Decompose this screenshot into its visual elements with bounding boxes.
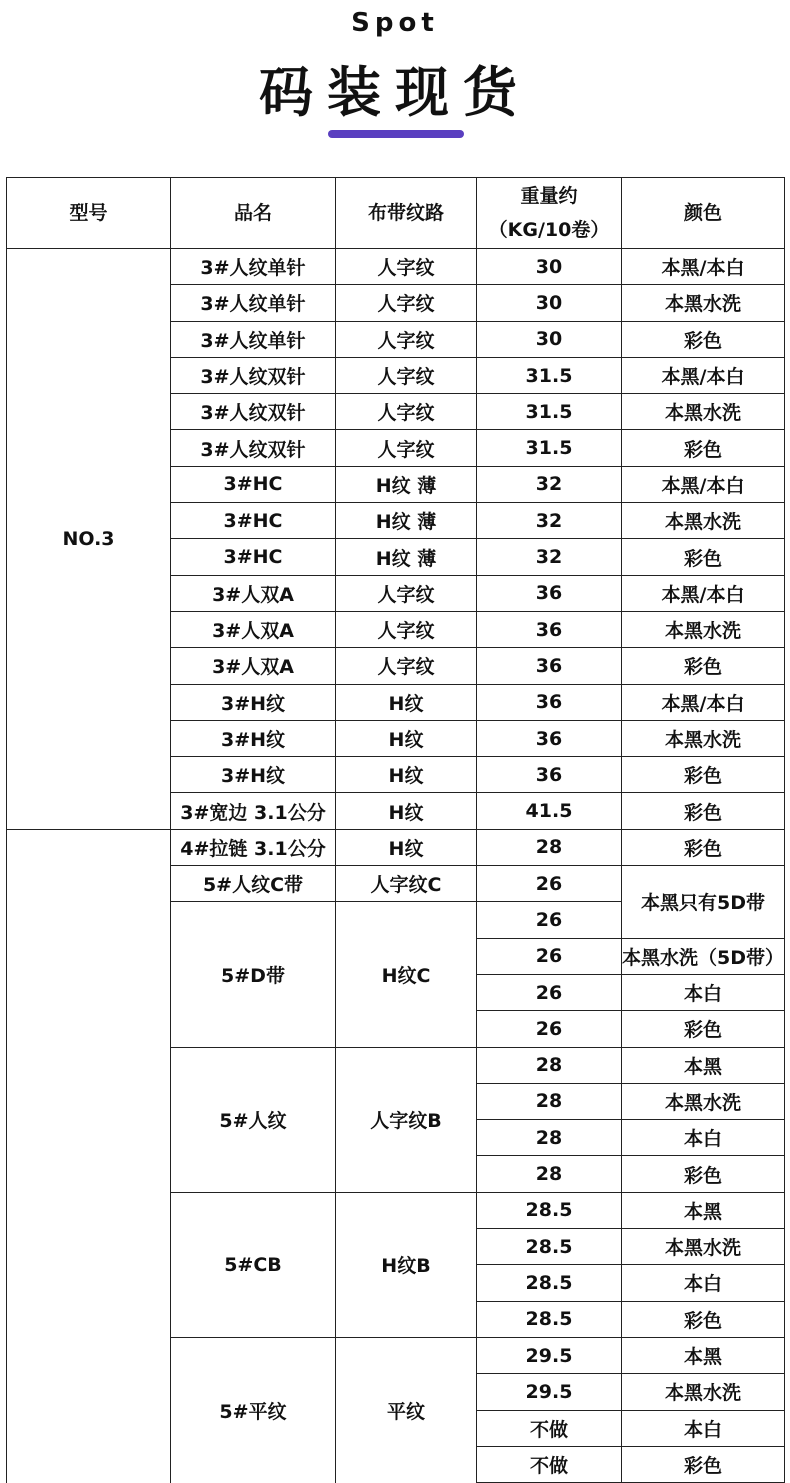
color-cell: 本白	[622, 1410, 785, 1446]
header-model: 型号	[7, 178, 171, 249]
color-cell: 本白	[622, 1265, 785, 1301]
color-cell: 本黑/本白	[622, 249, 785, 285]
pattern-cell: H纹	[336, 829, 477, 865]
color-cell: 彩色	[622, 1446, 785, 1482]
color-cell: 彩色	[622, 539, 785, 575]
pattern-cell: 人字纹	[336, 285, 477, 321]
color-cell: 本黑水洗	[622, 1229, 785, 1265]
color-cell: 彩色	[622, 648, 785, 684]
weight-cell: 36	[477, 611, 622, 647]
weight-cell: 不做	[477, 1410, 622, 1446]
weight-cell: 26	[477, 1011, 622, 1047]
weight-cell: 26	[477, 974, 622, 1010]
pattern-cell: 人字纹	[336, 394, 477, 430]
weight-cell: 29.5	[477, 1374, 622, 1410]
pattern-cell: H纹C	[336, 902, 477, 1047]
product-name-cell: 5#人纹C带	[171, 866, 336, 902]
weight-cell: 28	[477, 829, 622, 865]
weight-cell: 32	[477, 539, 622, 575]
color-cell: 本白	[622, 974, 785, 1010]
weight-cell: 26	[477, 902, 622, 938]
weight-cell: 28.5	[477, 1192, 622, 1228]
weight-cell: 28	[477, 1120, 622, 1156]
color-cell: 本黑/本白	[622, 357, 785, 393]
pattern-cell: H纹 薄	[336, 503, 477, 539]
color-cell: 本白	[622, 1120, 785, 1156]
header-weight	[477, 178, 622, 249]
color-cell: 彩色	[622, 1301, 785, 1337]
product-name-cell: 3#人纹双针	[171, 430, 336, 466]
color-cell: 彩色	[622, 793, 785, 829]
model-cell	[7, 829, 171, 1482]
color-cell: 本黑水洗	[622, 285, 785, 321]
header-name: 品名	[171, 178, 336, 249]
color-cell: 彩色	[622, 757, 785, 793]
weight-cell: 29.5	[477, 1337, 622, 1373]
product-name-cell: 3#人纹双针	[171, 357, 336, 393]
product-name-cell: 5#平纹	[171, 1337, 336, 1482]
weight-cell: 36	[477, 720, 622, 756]
pattern-cell: 人字纹	[336, 249, 477, 285]
color-cell: 本黑水洗	[622, 720, 785, 756]
product-name-cell: 5#人纹	[171, 1047, 336, 1192]
weight-cell: 30	[477, 285, 622, 321]
product-name-cell: 5#D带	[171, 902, 336, 1047]
model-cell: NO.3	[7, 249, 171, 830]
product-name-cell: 3#人双A	[171, 648, 336, 684]
pattern-cell: 人字纹	[336, 357, 477, 393]
color-cell: 本黑水洗	[622, 1083, 785, 1119]
product-name-cell: 3#H纹	[171, 720, 336, 756]
product-name-cell: 5#CB	[171, 1192, 336, 1337]
weight-cell: 30	[477, 321, 622, 357]
weight-cell: 28.5	[477, 1265, 622, 1301]
table-row	[7, 249, 785, 285]
color-cell: 彩色	[622, 829, 785, 865]
color-cell: 彩色	[622, 430, 785, 466]
weight-cell: 28.5	[477, 1301, 622, 1337]
pattern-cell: 人字纹C	[336, 866, 477, 902]
color-cell: 本黑/本白	[622, 466, 785, 502]
spec-table	[6, 177, 785, 1483]
page-title: 码装现货	[259, 61, 531, 124]
header-color: 颜色	[622, 178, 785, 249]
color-cell: 本黑只有5D带	[622, 866, 785, 939]
color-cell: 本黑水洗	[622, 611, 785, 647]
pattern-cell: 人字纹	[336, 321, 477, 357]
pattern-cell: 人字纹	[336, 430, 477, 466]
weight-cell: 26	[477, 938, 622, 974]
table-row	[7, 829, 785, 865]
pattern-cell: 平纹	[336, 1337, 477, 1482]
product-name-cell: 3#人双A	[171, 575, 336, 611]
product-name-cell: 3#人双A	[171, 611, 336, 647]
product-name-cell: 3#HC	[171, 539, 336, 575]
product-name-cell: 3#H纹	[171, 684, 336, 720]
color-cell: 彩色	[622, 1156, 785, 1192]
section-eyebrow: Spot	[351, 8, 439, 38]
weight-cell: 28.5	[477, 1229, 622, 1265]
weight-cell: 36	[477, 575, 622, 611]
color-cell: 本黑/本白	[622, 684, 785, 720]
weight-cell: 28	[477, 1047, 622, 1083]
weight-cell: 36	[477, 648, 622, 684]
color-cell: 本黑水洗	[622, 503, 785, 539]
product-name-cell: 3#宽边 3.1公分	[171, 793, 336, 829]
header-row	[7, 178, 785, 249]
product-name-cell: 3#人纹双针	[171, 394, 336, 430]
header-pattern: 布带纹路	[336, 178, 477, 249]
pattern-cell: 人字纹B	[336, 1047, 477, 1192]
weight-cell: 31.5	[477, 430, 622, 466]
pattern-cell: H纹	[336, 793, 477, 829]
weight-cell: 31.5	[477, 394, 622, 430]
weight-cell: 28	[477, 1083, 622, 1119]
color-cell: 本黑水洗	[622, 394, 785, 430]
pattern-cell: 人字纹	[336, 648, 477, 684]
pattern-cell: H纹 薄	[336, 466, 477, 502]
color-cell: 本黑/本白	[622, 575, 785, 611]
color-cell: 本黑	[622, 1192, 785, 1228]
product-name-cell: 3#人纹单针	[171, 285, 336, 321]
product-name-cell: 4#拉链 3.1公分	[171, 829, 336, 865]
weight-cell: 32	[477, 466, 622, 502]
product-name-cell: 3#H纹	[171, 757, 336, 793]
weight-cell: 不做	[477, 1446, 622, 1482]
weight-cell: 30	[477, 249, 622, 285]
weight-cell: 31.5	[477, 357, 622, 393]
product-name-cell: 3#人纹单针	[171, 249, 336, 285]
color-cell: 本黑水洗	[622, 1374, 785, 1410]
color-cell: 彩色	[622, 321, 785, 357]
header-weight-line1: 重量约	[520, 185, 578, 207]
header-weight-line2: （KG/10卷）	[488, 219, 610, 241]
weight-cell: 32	[477, 503, 622, 539]
color-cell: 本黑水洗（5D带）	[622, 938, 785, 974]
pattern-cell: H纹B	[336, 1192, 477, 1337]
product-name-cell: 3#HC	[171, 503, 336, 539]
color-cell: 本黑	[622, 1047, 785, 1083]
pattern-cell: H纹	[336, 684, 477, 720]
color-cell: 本黑	[622, 1337, 785, 1373]
pattern-cell: 人字纹	[336, 611, 477, 647]
color-cell: 彩色	[622, 1011, 785, 1047]
product-name-cell: 3#HC	[171, 466, 336, 502]
pattern-cell: H纹	[336, 720, 477, 756]
pattern-cell: H纹	[336, 757, 477, 793]
title-underline	[328, 130, 464, 138]
weight-cell: 36	[477, 757, 622, 793]
weight-cell: 36	[477, 684, 622, 720]
weight-cell: 26	[477, 866, 622, 902]
pattern-cell: 人字纹	[336, 575, 477, 611]
product-name-cell: 3#人纹单针	[171, 321, 336, 357]
weight-cell: 28	[477, 1156, 622, 1192]
pattern-cell: H纹 薄	[336, 539, 477, 575]
weight-cell: 41.5	[477, 793, 622, 829]
